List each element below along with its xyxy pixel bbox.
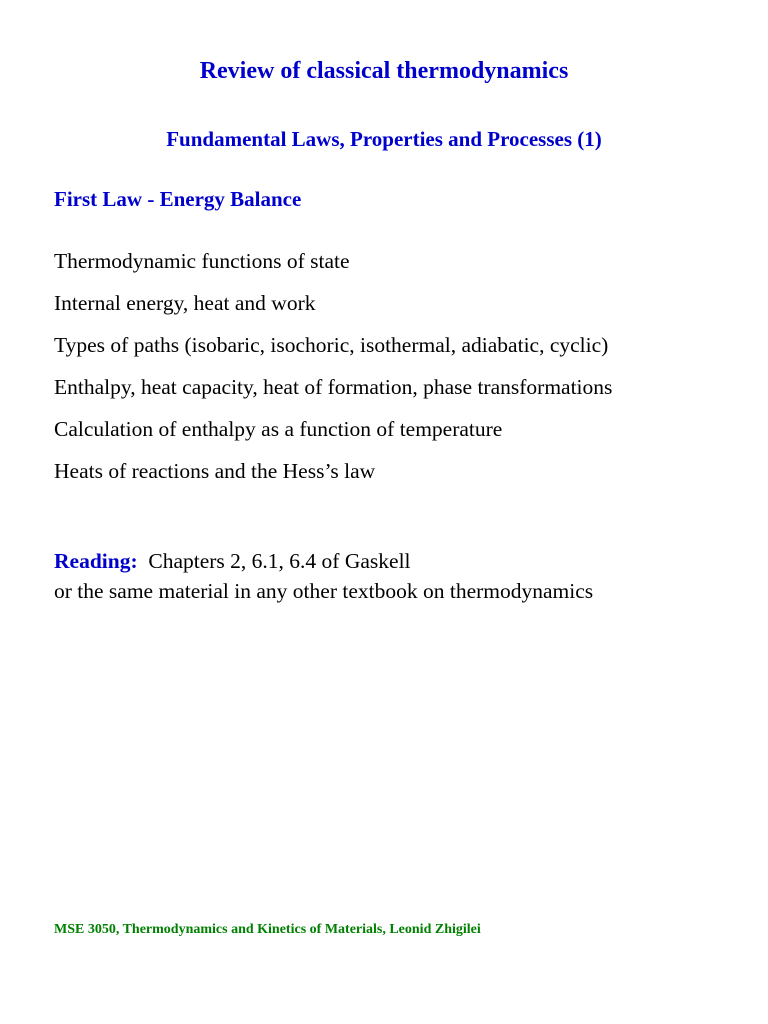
topic-item: Internal energy, heat and work <box>54 291 316 315</box>
reading-block <box>54 546 593 606</box>
slide-subtitle: Fundamental Laws, Properties and Processes (1) <box>166 127 602 151</box>
reading-label: Reading: <box>54 549 138 573</box>
reading-line-2: or the same material in any other textbook on thermodynamics <box>54 579 594 603</box>
slide-title: Review of classical thermodynamics <box>199 58 569 84</box>
reading-line-1 <box>54 546 593 576</box>
footer-credit: MSE 3050, Thermodynamics and Kinetics of Materials, Leonid Zhigilei <box>54 922 481 937</box>
topic-item: Thermodynamic functions of state <box>54 249 350 273</box>
topic-item: Types of paths (isobaric, isochoric, isothermal, adiabatic, cyclic) <box>54 333 609 357</box>
topic-list <box>54 246 612 498</box>
section-heading: First Law - Energy Balance <box>54 187 302 211</box>
topic-item: Calculation of enthalpy as a function of temperature <box>54 417 503 441</box>
reading-chapters: Chapters 2, 6.1, 6.4 of Gaskell <box>148 549 411 573</box>
topic-item: Heats of reactions and the Hess’s law <box>54 459 376 483</box>
topic-item: Enthalpy, heat capacity, heat of formation, phase transformations <box>54 375 613 399</box>
